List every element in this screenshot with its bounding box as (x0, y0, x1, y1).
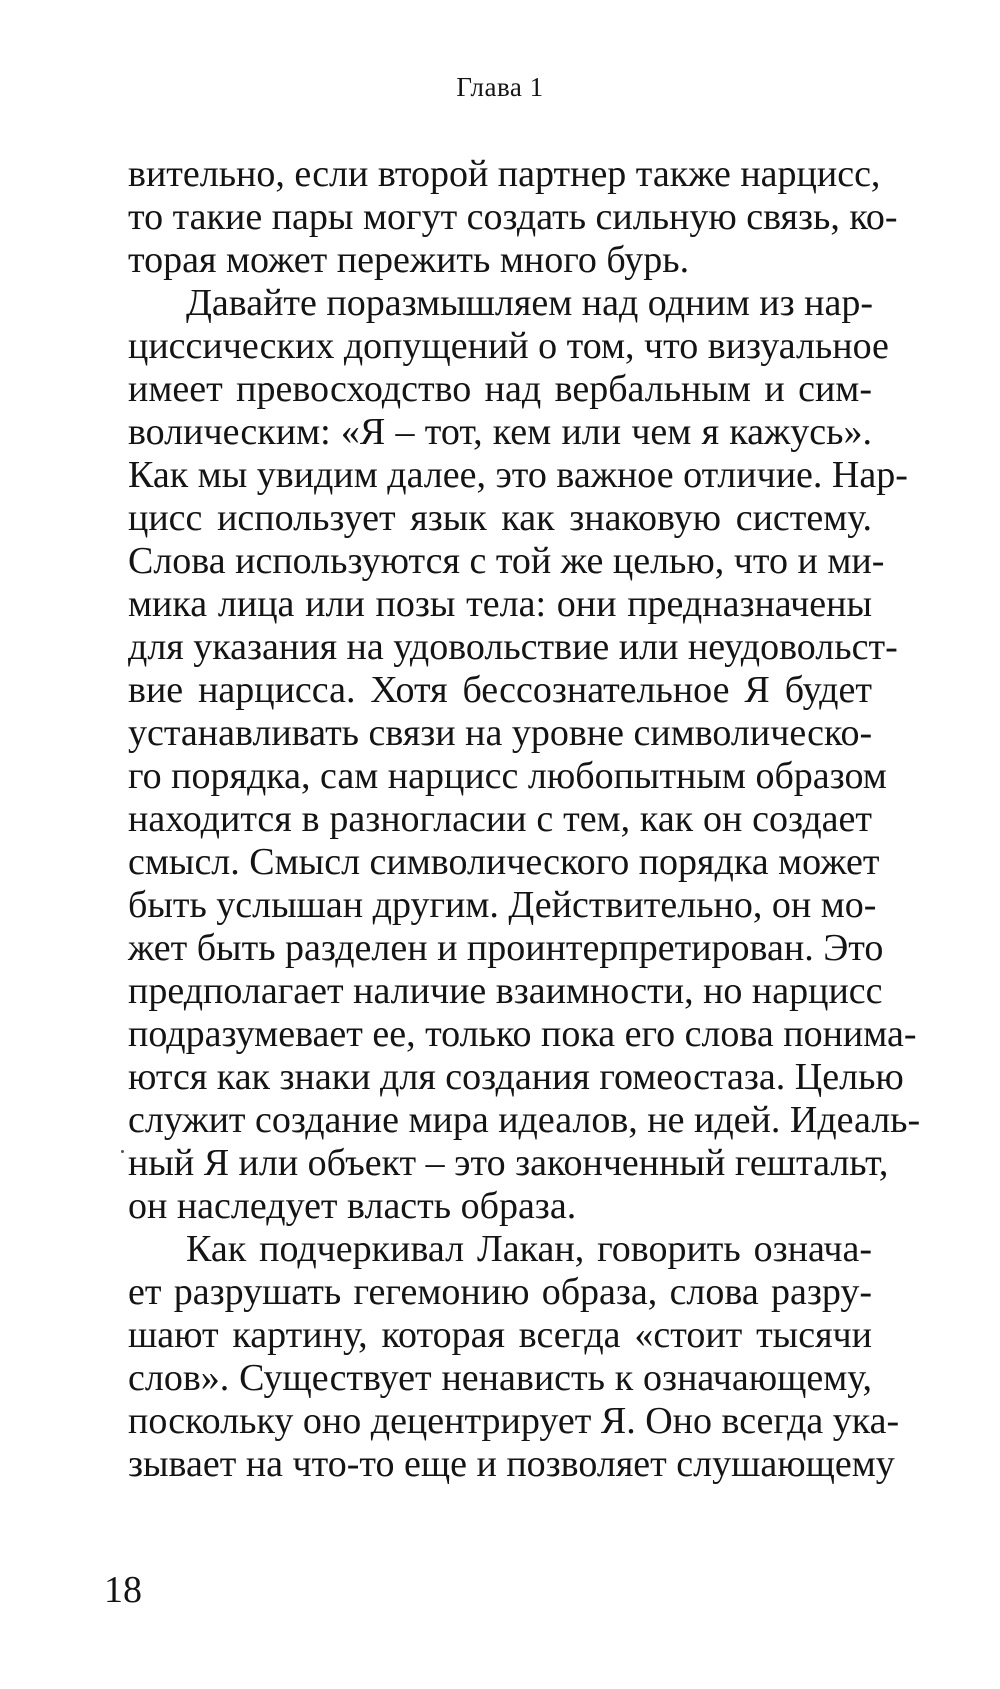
text-line: для указания на удовольствие или неудовольст- (128, 626, 898, 668)
text-line: смысл. Смысл символического порядка может (128, 841, 880, 883)
text-line: он наследует власть образа. (128, 1185, 577, 1227)
text-line: устанавливать связи на уровне символическо- (128, 712, 873, 754)
text-line: циссических допущений о том, что визуальное (128, 325, 889, 367)
text-line: Как мы увидим далее, это важное отличие. Нар- (128, 454, 908, 496)
text-line: быть услышан другим. Действительно, он мо- (128, 884, 877, 926)
text-line: шают картину, которая всегда «стоит тысячи (128, 1314, 872, 1356)
paragraph-first-line: Давайте поразмышляем над одним из нар- (186, 282, 873, 324)
text-line: зывает на что-то еще и позволяет слушающему (128, 1443, 895, 1485)
text-line: го порядка, сам нарцисс любопытным образом (128, 755, 887, 797)
text-line: предполагает наличие взаимности, но нарцисс (128, 970, 883, 1012)
text-line: жет быть разделен и проинтерпретирован. Это (128, 927, 884, 969)
text-line: ет разрушать гегемонию образа, слова разру- (128, 1271, 872, 1313)
text-line: слов». Существует ненависть к означающему, (128, 1357, 872, 1399)
text-line: имеет превосходство над вербальным и сим- (128, 368, 872, 410)
text-line: ный Я или объект – это законченный гештальт, (128, 1142, 889, 1184)
text-line: вие нарцисса. Хотя бессознательное Я будет (128, 669, 872, 711)
scan-speck (121, 1150, 124, 1153)
text-line: поскольку оно децентрирует Я. Оно всегда ука- (128, 1400, 900, 1442)
text-line: торая может пережить много бурь. (128, 239, 690, 281)
page-number: 18 (104, 1569, 142, 1611)
text-line: цисс использует язык как знаковую систему. (128, 497, 872, 539)
text-line: мика лица или позы тела: они предназначены (128, 583, 872, 625)
text-line: служит создание мира идеалов, не идей. Идеаль- (128, 1099, 921, 1141)
text-line: находится в разногласии с тем, как он создает (128, 798, 872, 840)
paragraph-first-line: Как подчеркивал Лакан, говорить означа- (186, 1228, 872, 1270)
text-line: вительно, если второй партнер также нарцисс, (128, 153, 881, 195)
text-line: то такие пары могут создать сильную связь, ко- (128, 196, 898, 238)
text-line: подразумевает ее, только пока его слова понима- (128, 1013, 917, 1055)
text-line: ются как знаки для создания гомеостаза. Целью (128, 1056, 904, 1098)
text-line: Слова используются с той же целью, что и ми- (128, 540, 885, 582)
text-line: волическим: «Я – тот, кем или чем я кажусь». (128, 411, 872, 453)
running-header: Глава 1 (456, 72, 544, 102)
